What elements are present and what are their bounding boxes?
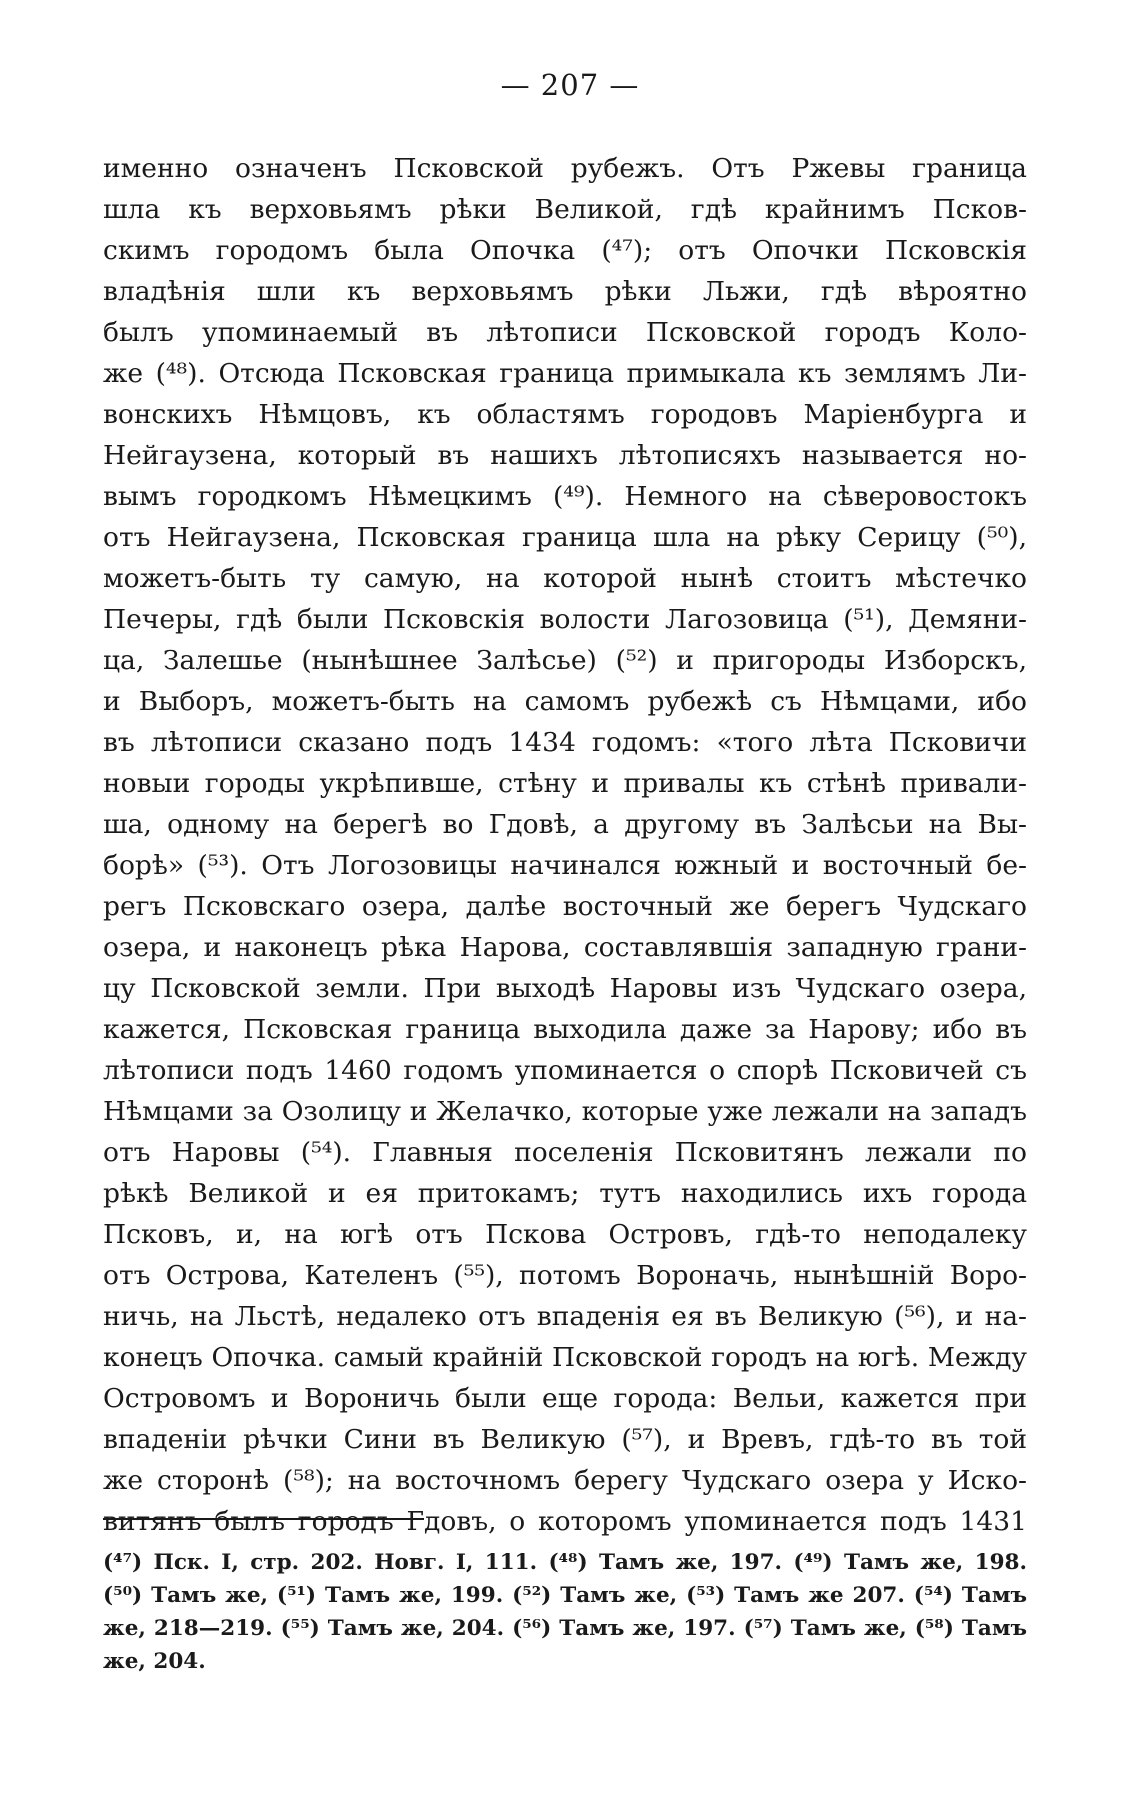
footnotes (103, 1546, 1027, 1678)
body-line: ничь, на Льстѣ, недалеко отъ впаденія ея въ Великую (⁵⁶), и на- (103, 1301, 1027, 1332)
body-line: же (⁴⁸). Отсюда Псковская граница примыкала къ землямъ Ли- (103, 358, 1027, 389)
body-line: въ лѣтописи сказано подъ 1434 годомъ: «того лѣта Псковичи (103, 727, 1027, 758)
footnote-line: же, 204. (103, 1649, 206, 1674)
body-line: Островомъ и Вороничь были еще города: Вельи, кажется при (103, 1383, 1027, 1414)
body-line: отъ Наровы (⁵⁴). Главныя поселенія Псковитянъ лежали по (103, 1137, 1027, 1168)
page-number: — 207 — (500, 68, 640, 102)
body-line: владѣнія шли къ верховьямъ рѣки Льжи, гдѣ вѣроятно (103, 276, 1027, 307)
body-line: кажется, Псковская граница выходила даже за Нарову; ибо въ (103, 1014, 1027, 1045)
body-line: борѣ» (⁵³). Отъ Логозовицы начинался южный и восточный бе- (103, 850, 1027, 881)
body-line: ша, одному на берегѣ во Гдовѣ, а другому въ Залѣсьи на Вы- (103, 809, 1027, 840)
body-line: же сторонѣ (⁵⁸); на восточномъ берегу Чудскаго озера у Иско- (103, 1465, 1027, 1496)
body-line: ца, Залешье (нынѣшнее Залѣсье) (⁵²) и пригороды Изборскъ, (103, 645, 1027, 676)
body-line: вонскихъ Нѣмцовъ, къ областямъ городовъ Маріенбурга и (103, 399, 1027, 430)
footnote-line: (⁵⁰) Тамъ же, (⁵¹) Тамъ же, 199. (⁵²) Тамъ же, (⁵³) Тамъ же 207. (⁵⁴) Тамъ (103, 1583, 1027, 1608)
body-line: Нейгаузена, который въ нашихъ лѣтописяхъ называется но- (103, 440, 1027, 471)
body-line: рѣкѣ Великой и ея притокамъ; тутъ находились ихъ города (103, 1178, 1027, 1209)
body-line: скимъ городомъ была Опочка (⁴⁷); отъ Опочки Псковскія (103, 235, 1027, 266)
body-line: именно означенъ Псковской рубежъ. Отъ Ржевы граница (103, 153, 1027, 184)
body-line: можетъ-быть ту самую, на которой нынѣ стоитъ мѣстечко (103, 563, 1027, 594)
body-text (103, 148, 1027, 1542)
body-line: Нѣмцами за Озолицу и Желачко, которые уже лежали на западъ (103, 1096, 1027, 1127)
body-line: отъ Нейгаузена, Псковская граница шла на рѣку Серицу (⁵⁰), (103, 522, 1027, 553)
body-line: лѣтописи подъ 1460 годомъ упоминается о спорѣ Псковичей съ (103, 1055, 1027, 1086)
body-line: отъ Острова, Кателенъ (⁵⁵), потомъ Вороначь, нынѣшній Воро- (103, 1260, 1027, 1291)
body-line: вымъ городкомъ Нѣмецкимъ (⁴⁹). Немного на сѣверовостокъ (103, 481, 1027, 512)
body-line: былъ упоминаемый въ лѣтописи Псковской городъ Коло- (103, 317, 1027, 348)
body-line: витянъ былъ городъ Гдовъ, о которомъ упоминается подъ 1431 (103, 1506, 1027, 1537)
footnote-line: же, 218—219. (⁵⁵) Тамъ же, 204. (⁵⁶) Тамъ же, 197. (⁵⁷) Тамъ же, (⁵⁸) Тамъ (103, 1616, 1027, 1641)
body-line: шла къ верховьямъ рѣки Великой, гдѣ крайнимъ Псков- (103, 194, 1027, 225)
body-line: новыи городы укрѣпивше, стѣну и привалы къ стѣнѣ привали- (103, 768, 1027, 799)
body-line: цу Псковской земли. При выходѣ Наровы изъ Чудскаго озера, (103, 973, 1027, 1004)
body-line: Псковъ, и, на югѣ отъ Пскова Островъ, гдѣ-то неподалеку (103, 1219, 1027, 1250)
body-line: озера, и наконецъ рѣка Нарова, составлявшія западную грани- (103, 932, 1027, 963)
body-line: и Выборъ, можетъ-быть на самомъ рубежѣ съ Нѣмцами, ибо (103, 686, 1027, 717)
footnote-line: (⁴⁷) Пск. I, стр. 202. Новг. I, 111. (⁴⁸) Тамъ же, 197. (⁴⁹) Тамъ же, 198. (103, 1550, 1027, 1575)
body-line: конецъ Опочка. самый крайній Псковской городъ на югѣ. Между (103, 1342, 1027, 1373)
body-line: впаденіи рѣчки Сини въ Великую (⁵⁷), и Вревъ, гдѣ-то въ той (103, 1424, 1027, 1455)
footnote-divider (103, 1518, 424, 1520)
body-line: Печеры, гдѣ были Псковскія волости Лагозовица (⁵¹), Демяни- (103, 604, 1027, 635)
body-line: регъ Псковскаго озера, далѣе восточный же берегъ Чудскаго (103, 891, 1027, 922)
